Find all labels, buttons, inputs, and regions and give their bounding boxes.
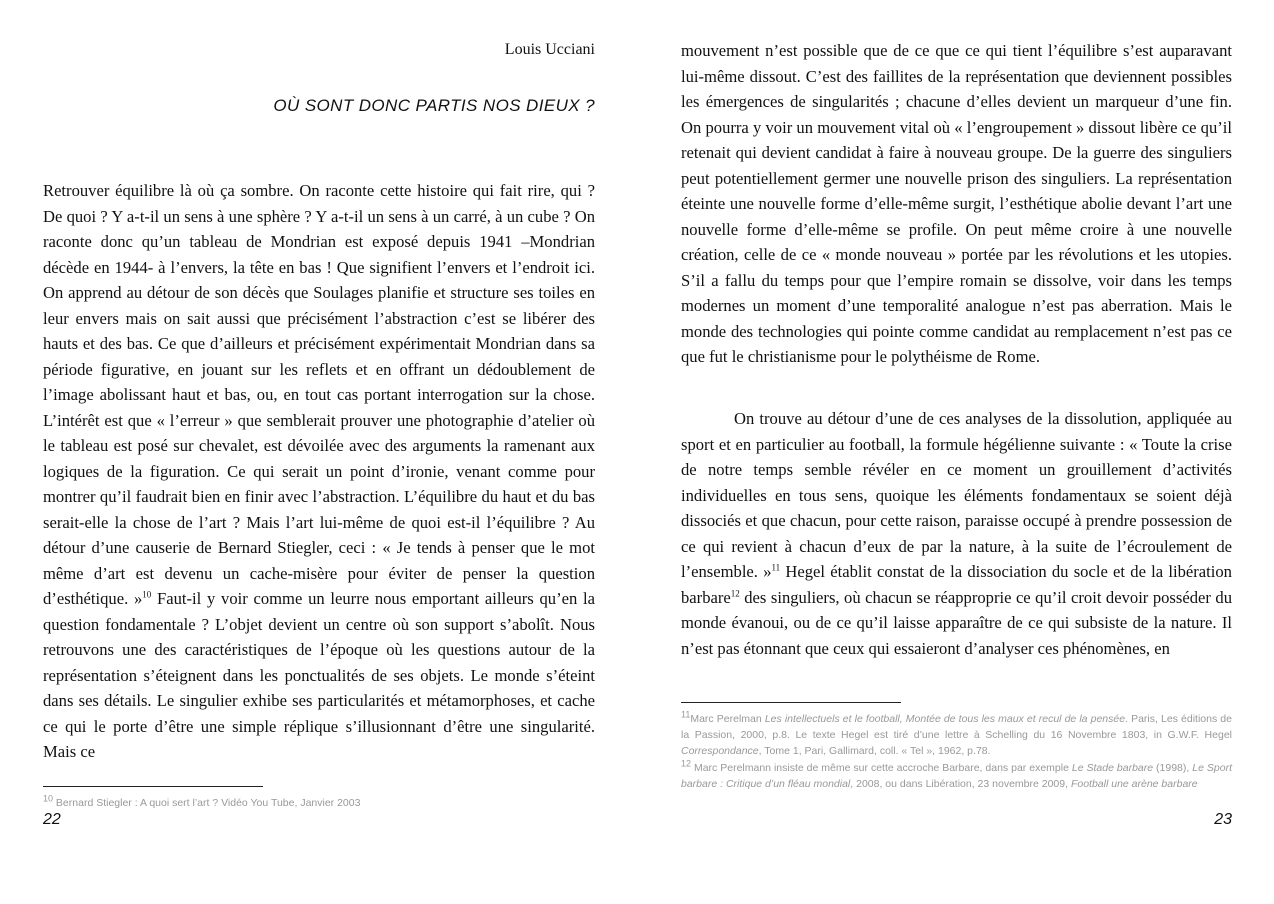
footnote-text: Marc Perelman xyxy=(690,713,765,725)
footnote-divider xyxy=(43,786,263,787)
footnote-text: Marc Perelmann insiste de même sur cette accroche Barbare, dans par exemple xyxy=(691,762,1072,774)
body-paragraph-2 xyxy=(681,406,1232,661)
footnote-text: , Tome 1, Pari, Gallimard, coll. « Tel », 1962, p.78. xyxy=(758,745,991,757)
footnote-11 xyxy=(681,711,1232,759)
body-text-part: On trouve au détour d’une de ces analyses de la dissolution, appliquée au sport et en particulier au football, la formule hégélienne suivante : « Toute la crise de notre temps semble révéler en ce moment un grouillement d’activités individuelles en tous sens, quoique les éléments fondamentaux se soient déjà dissociés et que chacun, pour cette raison, paraisse occupé à prendre possession de ce qui revient à chacun d’eux de par la nature, à la suite de l’écroulement de l’ensemble. » xyxy=(681,409,1232,581)
footnote-book-title: Les intellectuels et le football, Montée de tous les maux et recul de la pensée xyxy=(764,713,1126,725)
body-paragraph-1: mouvement n’est possible que de ce que ce qui tient l’équilibre s’est auparavant lui-même dissout. C’est des faillites de la représentation que deviennent possibles les émergences de singularités ; chacune d’elles devient un marqueur d’une fin. On pourra y voir un mouvement vital où « l’engroupement » dissout libère ce qu’il retenait qui devient candidat à faire à nouveau groupe. De la guerre des singuliers peut potentiellement germer une nouvelle prison des singuliers. La représentation éteinte une nouvelle forme d’elle-même surgit, l’esthétique abolie devant l’art une nouvelle forme d’elle-même se profile. On peut même croire à une nouvelle création, celle de ce « monde nouveau » portée par les révolutions et les utopies. S’il a fallu du temps pour que l’empire romain se dissolve, voir dans les temps modernes un moment d’une temporalité analogue n’est pas aberration. Mais le monde des technologies qui pointe comme candidat au remplacement n’est pas ce que fut le christianisme pour le polythéisme de Rome. xyxy=(681,41,1232,366)
footnote-ref: 12 xyxy=(730,587,740,598)
footnote-text: . Paris, Les éditions de la Passion, 2000, p.8. Le texte Hegel est tiré d’une lettre à Schelling du 16 Novembre 1803, in G.W.F. Hegel xyxy=(681,713,1232,741)
footnote-divider xyxy=(681,702,901,703)
body-text-part: Hegel établit constat de la dissociation du socle et de la libération barbare xyxy=(681,562,1232,607)
body-text-part: Faut-il y voir comme un leurre nous emportant ailleurs qu’en la question fondamentale ? L’objet devient un centre où son support s’abolît. Nous retrouvons une des caractéristiques de l’époque où les questions autour de la représentation s’éteignent dans les ponctualités de ses objets. Le monde s’éteint dans ses détails. Le singulier exhibe ses particularités et métamorphoses, et cache ce qui le porte d’être une simple réplique s’illusionnant d’être une singularité. Mais ce xyxy=(43,589,595,761)
footnote-10 xyxy=(43,795,595,811)
footnote-ref: 11 xyxy=(771,562,781,573)
body-text-part: des singuliers, où chacun se réapproprie ce qu’il croit devoir posséder du monde évanoui, ou de ce qu’il laisse apparaître de ce qui subsiste de la nature. Il n’est pas étonnant que ceux qui essaieront d’analyser ces phénomènes, en xyxy=(681,587,1232,658)
footnote-text: , 2008, ou dans Libération, 23 novembre 2009, xyxy=(850,778,1071,790)
footnote-text: (1998), xyxy=(1153,762,1193,774)
chapter-title: OÙ SONT DONC PARTIS NOS DIEUX ? xyxy=(273,96,595,115)
footnote-number: 10 xyxy=(43,793,54,804)
page-number: 22 xyxy=(43,811,61,828)
footnote-book-title: Football une arène barbare xyxy=(1070,778,1198,790)
footnote-number: 12 xyxy=(681,758,692,769)
footnote-book-title: Correspondance xyxy=(681,745,759,757)
footnote-number: 11 xyxy=(681,709,691,720)
left-page xyxy=(43,0,595,904)
footnote-ref: 10 xyxy=(142,589,152,600)
body-text-left xyxy=(43,178,595,765)
footnote-book-title: Le Sport barbare : Critique d’un fléau mondial xyxy=(681,762,1232,790)
author-name: Louis Ucciani xyxy=(504,41,595,58)
footnote-book-title: Le Stade barbare xyxy=(1071,762,1154,774)
footnote-text: Bernard Stiegler : A quoi sert l’art ? Vidéo You Tube, Janvier 2003 xyxy=(53,797,361,809)
page-number: 23 xyxy=(1214,811,1232,828)
footnote-12 xyxy=(681,760,1232,792)
body-text-part: Retrouver équilibre là où ça sombre. On raconte cette histoire qui fait rire, qui ? De quoi ? Y a-t-il un sens à une sphère ? Y a-t-il un sens à un carré, à un cube ? On raconte donc qu’un tableau de Mondrian est exposé depuis 1941 –Mondrian décède en 1944- à l’envers, la tête en bas ! Que signifient l’envers et l’endroit ici. On apprend au détour de son décès que Soulages planifie et structure ses toiles en leur envers mais on sait aussi que précisément l’abstraction c’est se libérer des hauts et des bas. Ce que d’ailleurs et précisément expérimentait Mondrian dans sa période figurative, en jouant sur les reflets et en offrant un dédoublement de l’image abolissant haut et bas, ou, en tout cas portant interrogation sur la chose. L’intérêt est que « l’erreur » que semblerait prouver une photographie d’atelier où le tableau est posé sur chevalet, est dévoilée avec des arguments la ramenant aux logiques de la figuration. Ce qui serait un point d’ironie, venant comme pour montrer qu’il faudrait bien en finir avec l’abstraction. L’équilibre du haut et du bas serait-elle la chose de l’art ? Mais l’art lui-même de quoi est-il l’équilibre ? Au détour d’une causerie de Bernard Stiegler, ceci : « Je tends à penser que le mot même d’art est devenu un cache-misère pour éviter de penser la question d’esthétique. » xyxy=(43,181,595,608)
right-page xyxy=(681,0,1232,904)
